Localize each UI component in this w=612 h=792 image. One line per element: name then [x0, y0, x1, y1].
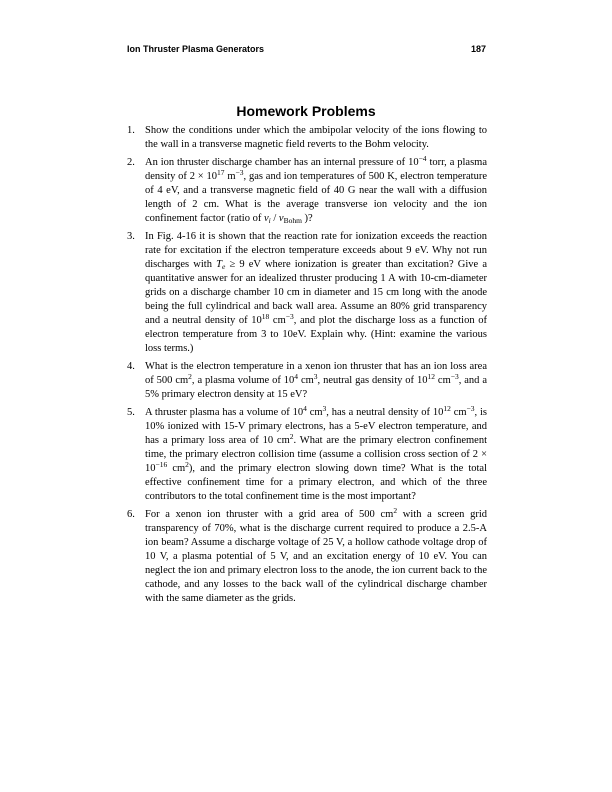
problem-item [127, 156, 487, 226]
problem-text: An ion thruster discharge chamber has an internal pressure of $10^{-4}$ torr, a plasma density of $2 \times 10^{17}$ $m^{-3}$, gas and ion temperatures of 500 K, electron temperature of 4 eV, and a transverse magnetic field of 40 G near the wall with a diffusion length of 2 cm. What is the average transverse ion velocity and the ion confinement factor (ratio of $v_i / v_{Bohm}$ )? [145, 154, 488, 225]
problem-text: A thruster plasma has a volume of $10^4$ $cm^3$, has a neutral density of $10^{12}$ $cm^{-3}$, is 10% ionized with 15-V primary electrons, has a 5-eV electron temperature, and has a primary loss area of 10 $cm^2$. What are the primary electron confinement time, the primary electron collision time (assume a collision cross section of $2 \times 10^{-16}$ $cm^2$), and the primary electron slowing down time? What is the total effective confinement time for a primary electron, and which of the three contributors to the total confinement time is the most important? [145, 404, 488, 502]
problem-number: 6. [127, 509, 135, 520]
problems-list [127, 124, 487, 610]
problem-number: 4. [127, 361, 135, 372]
superscript: 2 [185, 460, 189, 469]
problem-item [127, 124, 487, 152]
superscript: 3 [322, 404, 327, 413]
math-variable: v [263, 213, 269, 224]
superscript: −3 [285, 312, 294, 321]
problem-text: What is the electron temperature in a xenon ion thruster that has an ion loss area of 500 $cm^2$, a plasma volume of $10^4$ $cm^3$, neutral gas density of $10^{12}$ $cm^{-3}$, and a 5% primary electron density at 15 eV? [145, 361, 488, 400]
superscript: 2 [289, 432, 294, 441]
math-subscript: e [221, 262, 226, 271]
problem-item [127, 508, 487, 606]
superscript: 3 [313, 372, 318, 381]
superscript: −16 [155, 460, 168, 469]
math-variable: T [216, 259, 222, 270]
running-header-title: Ion Thruster Plasma Generators [127, 44, 265, 54]
superscript: −3 [466, 404, 475, 413]
superscript: −3 [235, 168, 244, 177]
superscript: 2 [188, 372, 192, 381]
running-header [127, 44, 486, 54]
superscript: −3 [450, 372, 459, 381]
subscript: Bohm [283, 216, 302, 225]
problem-number: 5. [127, 407, 135, 418]
section-title: Homework Problems [236, 103, 376, 119]
problem-number: 1. [127, 125, 135, 136]
superscript: 2 [393, 506, 398, 515]
superscript: 17 [217, 168, 225, 177]
math-variable: v [278, 213, 284, 224]
superscript: 4 [303, 404, 307, 413]
superscript: −4 [418, 154, 427, 163]
problem-item [127, 230, 487, 356]
problem-item [127, 360, 487, 402]
problem-number: 2. [127, 157, 135, 168]
superscript: 4 [294, 372, 299, 381]
page-number: 187 [470, 44, 486, 54]
superscript: 12 [443, 404, 451, 413]
problem-number: 3. [127, 231, 135, 242]
problem-text: Show the conditions under which the ambipolar velocity of the ions flowing to the wall in a transverse magnetic field reverts to the Bohm velocity. [145, 125, 487, 150]
problem-item [127, 406, 487, 504]
problem-text: For a xenon ion thruster with a grid area of 500 $cm^2$ with a screen grid transparency of 70%, what is the discharge current required to produce a 2.5-A ion beam? Assume a discharge voltage of 25 V, a hollow cathode voltage drop of 10 V, a plasma potential of 5 V, and an excitation energy of 10 eV. You can neglect the ion and primary electron loss to the anode, the ion current back to the cathode, and any losses to the back wall of the cylindrical discharge chamber with the same diameter as the grids. [145, 506, 487, 604]
superscript: 18 [261, 312, 270, 321]
math-subscript: i [268, 216, 271, 225]
superscript: 12 [427, 372, 435, 381]
problem-text: In Fig. 4-16 it is shown that the reaction rate for ionization exceeds the reaction rate for excitation if the electron temperature exceeds about 9 eV. Why not run discharges with $T_e \ge 9$ eV where ionization is greater than excitation? Give a quantitative answer for an idealized thruster producing 1 A with 10-cm-diameter grids on a discharge chamber 10 cm in diameter and 15 cm long with the anode being the full cylindrical and back wall area. Assume an 80% grid transparency and a neutral density of $10^{18}$ $cm^{-3}$, and plot the discharge loss as a function of electron temperature from 3 to 10eV. Explain why. (Hint: examine the various loss terms.) [145, 231, 488, 354]
